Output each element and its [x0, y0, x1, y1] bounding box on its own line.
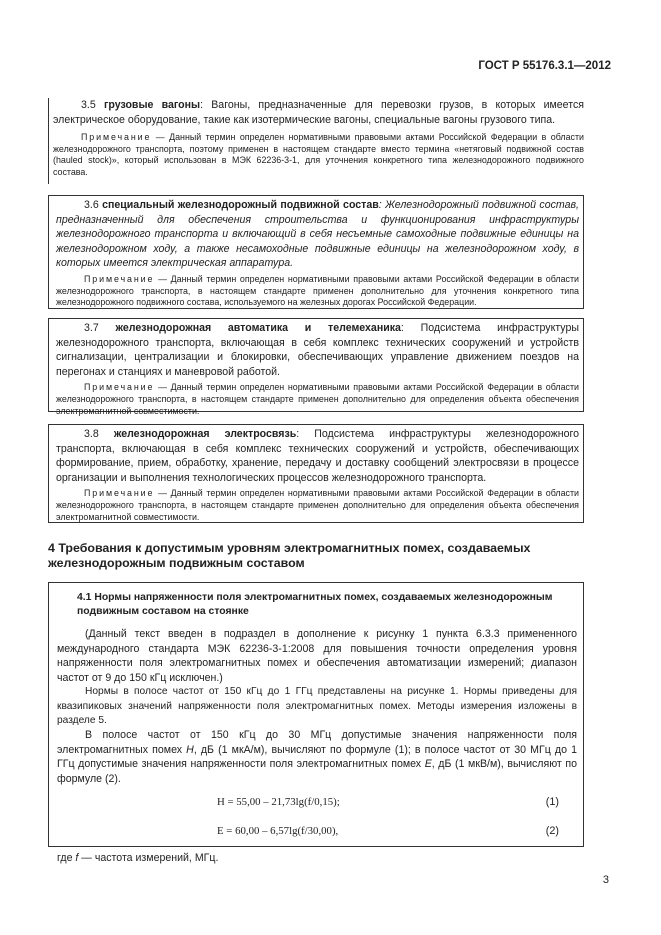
formula-1-number: (1): [545, 796, 559, 809]
term-3-7-note: Примечание — Данный термин определен нормативными правовыми актами Российской Федерации в области железнодорожного транспорта, в настоящем стандарте применен дополнительно для определения объекта обеспечения электромагнитной совместимости.: [56, 382, 579, 416]
term-3-8: [48, 424, 584, 523]
formula-2-number: (2): [545, 825, 559, 838]
term-3-6-text: 3.6 специальный железнодорожный подвижной состав: Железнодорожный подвижной состав, предназначенный для обеспечения строительства и функционирования инфраструктуры железнодорожного транспорта и включающий в себя несъемные самоходные подвижные единицы на железнодорожном ходу, а также несамоходные подвижные единицы на железнодорожном ходу, в которых имеется электрическая аппаратура.: [56, 199, 579, 270]
term-3-8-title: железнодорожная электросвязь: [113, 428, 297, 440]
term-3-6: [48, 195, 584, 309]
formula-legend: где f — частота измерений, МГц.: [57, 852, 219, 865]
term-3-6-title: специальный железнодорожный подвижной состав: [102, 199, 379, 211]
subsection-4-1-para1: (Данный текст введен в подраздел в дополнение к рисунку 1 пункта 6.3.3 примененного международного стандарта МЭК 62236-3-1:2008 для повышения точности определения уровня напряженности поля электромагнитных помех и обеспечения автоматизации измерений; диапазон частот от 9 до 150 кГц исключен.): [57, 628, 577, 684]
term-3-5-text: 3.5 грузовые вагоны: Вагоны, предназначенные для перевозки грузов, в которых имеется электрическое оборудование, такие как изотермические вагоны, специальные вагоны грузового типа.: [53, 99, 584, 126]
term-3-5-title: грузовые вагоны: [103, 99, 201, 111]
page-number: 3: [602, 874, 609, 886]
subsection-4-1-para2: Нормы в полосе частот от 150 кГц до 1 ГГц представлены на рисунке 1. Нормы приведены для квазипиковых значений напряженности поля электромагнитных помех. Методы измерения изложены в разделе 5.: [57, 686, 577, 726]
term-3-8-text: 3.8 железнодорожная электросвязь: Подсистема инфраструктуры железнодорожного транспорта, включающая в себя комплекс технических сооружений и устройств, обеспечивающих формирование, прием, обработку, хранение, передачу и доставку сообщений электросвязи в процессе организации и выполнения технологических процессов железнодорожного транспорта.: [56, 428, 579, 484]
term-3-7-text: 3.7 железнодорожная автоматика и телемеханика: Подсистема инфраструктуры железнодорожного транспорта, включающая в себя комплекс технических сооружений и устройств сигнализации, централизации и блокировки, обеспечивающих управление движением поездов на перегонах и станциях и маневровой работой.: [56, 322, 579, 378]
subsection-4-1-title: 4.1 Нормы напряженности поля электромагнитных помех, создаваемых железнодорожным подвижным составом на стоянке: [77, 592, 553, 617]
subsection-4-1: [48, 582, 584, 865]
term-3-7-title: железнодорожная автоматика и телемеханика: [115, 322, 401, 334]
term-3-8-note: Примечание — Данный термин определен нормативными правовыми актами Российской Федерации в области железнодорожного транспорта, в настоящем стандарте применен дополнительно для определения объекта обеспечения электромагнитной совместимости.: [56, 488, 579, 522]
standard-header: ГОСТ Р 55176.3.1—2012: [478, 60, 611, 72]
term-3-7: [48, 318, 584, 416]
section-4-title: 4 Требования к допустимым уровням электромагнитных помех, создаваемых железнодорожным подвижным составом: [48, 541, 531, 570]
term-3-5-note: Примечание — Данный термин определен нормативными правовыми актами Российской Федерации в области железнодорожного транспорта, поэтому применен в настоящем стандарте вместо термина «нетяговый подвижной состав (hauled stock)», который использован в МЭК 62236-3-1, для уточнения конкретного типа железнодорожного подвижного состава.: [53, 132, 584, 177]
term-3-5: [48, 98, 584, 184]
formula-1-expression: H = 55,00 – 21,73lg(f/0,15);: [217, 796, 340, 809]
formula-2: [57, 825, 577, 839]
formula-2-expression: E = 60,00 – 6,57lg(f/30,00),: [217, 825, 339, 838]
subsection-4-1-para3: В полосе частот от 150 кГц до 30 МГц допустимые значения напряженности поля электромагнитных помех H, дБ (1 мкА/м), вычисляют по формуле (1); в полосе частот от 30 МГц до 1 ГГц допустимые значения напряженности поля электромагнитных помех E, дБ (1 мкВ/м), вычисляют по формуле (2).: [57, 728, 577, 785]
term-3-6-note: Примечание — Данный термин определен нормативными правовыми актами Российской Федерации в области железнодорожного транспорта, в настоящем стандарте применен дополнительно для уточнения конкретного типа железнодорожного подвижного состава, используемого на железных дорогах Российской Федерации.: [56, 273, 579, 308]
formula-1: [57, 796, 577, 810]
